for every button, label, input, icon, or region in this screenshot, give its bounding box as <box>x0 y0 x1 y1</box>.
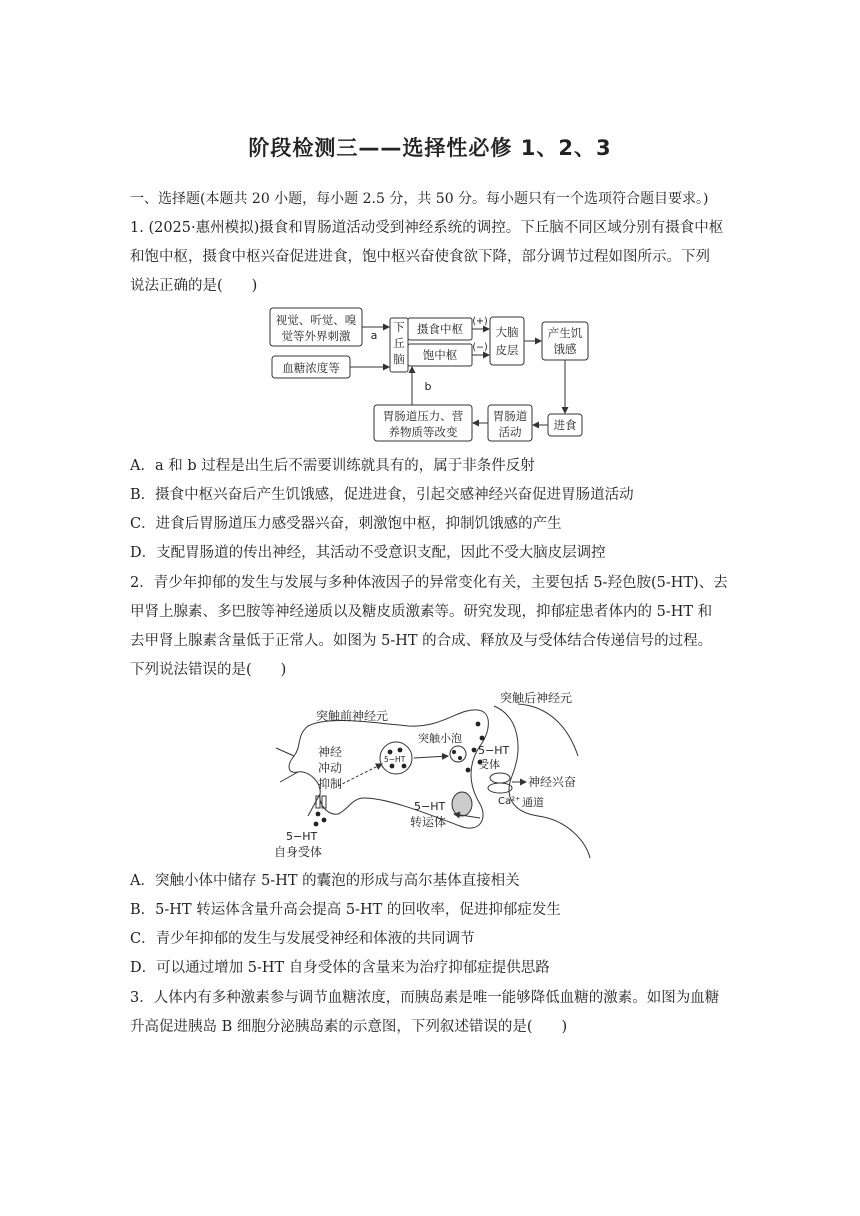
hypothalamus-char-1: 下 <box>393 320 405 334</box>
satiety-center-label: 饱中枢 <box>422 348 458 362</box>
transporter-line-1: 5−HT <box>414 800 446 813</box>
ca-channel-shape <box>488 783 512 793</box>
dendrite-2 <box>276 748 294 756</box>
ca-channel-line-2: 通道 <box>522 796 544 809</box>
receptor-shape <box>490 773 510 783</box>
label-a: a <box>370 329 378 342</box>
ca-channel-line-1: Ca²⁺ <box>498 796 521 807</box>
post-neuron-label: 突触后神经元 <box>500 691 573 705</box>
receptor-line-1: 5−HT <box>478 744 510 757</box>
q1-stem-line-1: 1. (2025·惠州模拟)摄食和胃肠道活动受到神经系统的调控。下丘脑不同区域分别有摄食中枢 <box>130 220 724 236</box>
minus-label: (−) <box>472 342 488 353</box>
autoreceptor-line-1: 5−HT <box>286 830 318 843</box>
stimulus-line-1: 视觉、听觉、嗅 <box>275 313 357 327</box>
q1-option-b: B．摄食中枢兴奋后产生饥饿感，促进进食，引起交感神经兴奋促进胃肠道活动 <box>130 487 634 503</box>
q1-option-d: D．支配胃肠道的传出神经，其活动不受意识支配，因此不受大脑皮层调控 <box>130 545 606 561</box>
feeding-center-label: 摄食中枢 <box>417 322 463 336</box>
q2-option-a: A．突触小体中储存 5-HT 的囊泡的形成与高尔基体直接相关 <box>130 873 520 889</box>
stimulus-line-2: 觉等外界刺激 <box>281 329 351 343</box>
label-b: b <box>424 380 432 393</box>
q1-stem-line-2: 和饱中枢，摄食中枢兴奋促进进食，饱中枢兴奋使食欲下降，部分调节过程如图所示。下列 <box>130 249 710 265</box>
hunger-line-1: 产生饥 <box>547 326 583 340</box>
synaptic-vesicle <box>450 746 466 762</box>
q1-option-a: A．a 和 b 过程是出生后不需要训练就具有的，属于非条件反射 <box>130 458 535 474</box>
postsynaptic-top <box>518 704 578 756</box>
pre-neuron-label: 突触前神经元 <box>316 709 389 723</box>
transporter-line-2: 转运体 <box>410 815 447 829</box>
blood-sugar-label: 血糖浓度等 <box>282 361 340 375</box>
q3-stem-line-2: 升高促进胰岛 B 细胞分泌胰岛素的示意图，下列叙述错误的是( ) <box>130 1019 568 1035</box>
eating-label: 进食 <box>553 418 577 432</box>
inhibit-label: 抑制 <box>318 777 343 791</box>
plus-label: (+) <box>472 316 488 327</box>
impulse-line-2: 冲动 <box>318 761 343 775</box>
q2-stem-line-1: 2．青少年抑郁的发生与发展与多种体液因子的异常变化有关，主要包括 5-羟色胺(5-HT)、去 <box>130 575 728 591</box>
page-title: 阶段检测三——选择性必修 1、2、3 <box>248 136 612 160</box>
hypothalamus-char-3: 脑 <box>393 352 405 366</box>
gut-line-2: 活动 <box>498 425 522 439</box>
cortex-line-1: 大脑 <box>495 325 519 339</box>
q1-option-c: C．进食后胃肠道压力感受器兴奋，刺激饱中枢，抑制饥饿感的产生 <box>130 516 562 532</box>
dendrite-1 <box>280 772 298 782</box>
q2-synapse-diagram <box>268 686 598 862</box>
q2-stem-line-4: 下列说法错误的是( ) <box>130 662 287 678</box>
impulse-line-1: 神经 <box>318 745 343 759</box>
hypothalamus-char-2: 丘 <box>393 336 405 350</box>
vesicle-label: 突触小泡 <box>418 732 462 745</box>
vesicle-5ht-label: 5−HT <box>384 755 406 764</box>
autoreceptor-line-2: 自身受体 <box>274 845 323 859</box>
q2-stem-line-3: 去甲肾上腺素含量低于正常人。如图为 5-HT 的合成、释放及与受体结合传递信号的过程。 <box>130 633 713 649</box>
cortex-line-2: 皮层 <box>495 343 519 357</box>
q2-option-c: C．青少年抑郁的发生与发展受神经和体液的共同调节 <box>130 931 475 947</box>
hunger-line-2: 饿感 <box>553 342 577 356</box>
pressure-line-1: 胃肠道压力、营 <box>382 409 464 423</box>
q1-stem-line-3: 说法正确的是( ) <box>130 278 258 294</box>
q2-option-b: B．5-HT 转运体含量升高会提高 5-HT 的回收率，促进抑郁症发生 <box>130 902 561 918</box>
receptor-line-2: 受体 <box>478 758 500 771</box>
gut-line-1: 胃肠道 <box>492 409 528 423</box>
excite-label: 神经兴奋 <box>528 775 577 789</box>
q1-flow-diagram <box>262 300 592 446</box>
q3-stem-line-1: 3．人体内有多种激素参与调节血糖浓度，而胰岛素是唯一能够降低血糖的激素。如图为血糖 <box>130 990 720 1006</box>
pressure-line-2: 养物质等改变 <box>388 425 458 439</box>
q2-stem-line-2: 甲肾上腺素、多巴胺等神经递质以及糖皮质激素等。研究发现，抑郁症患者体内的 5-HT 和 <box>130 604 713 620</box>
q2-option-d: D．可以通过增加 5-HT 自身受体的含量来为治疗抑郁症提供思路 <box>130 960 550 976</box>
transporter-shape <box>452 792 472 816</box>
section-heading: 一、选择题(本题共 20 小题，每小题 2.5 分，共 50 分。每小题只有一个选项符合题目要求。) <box>130 191 709 207</box>
